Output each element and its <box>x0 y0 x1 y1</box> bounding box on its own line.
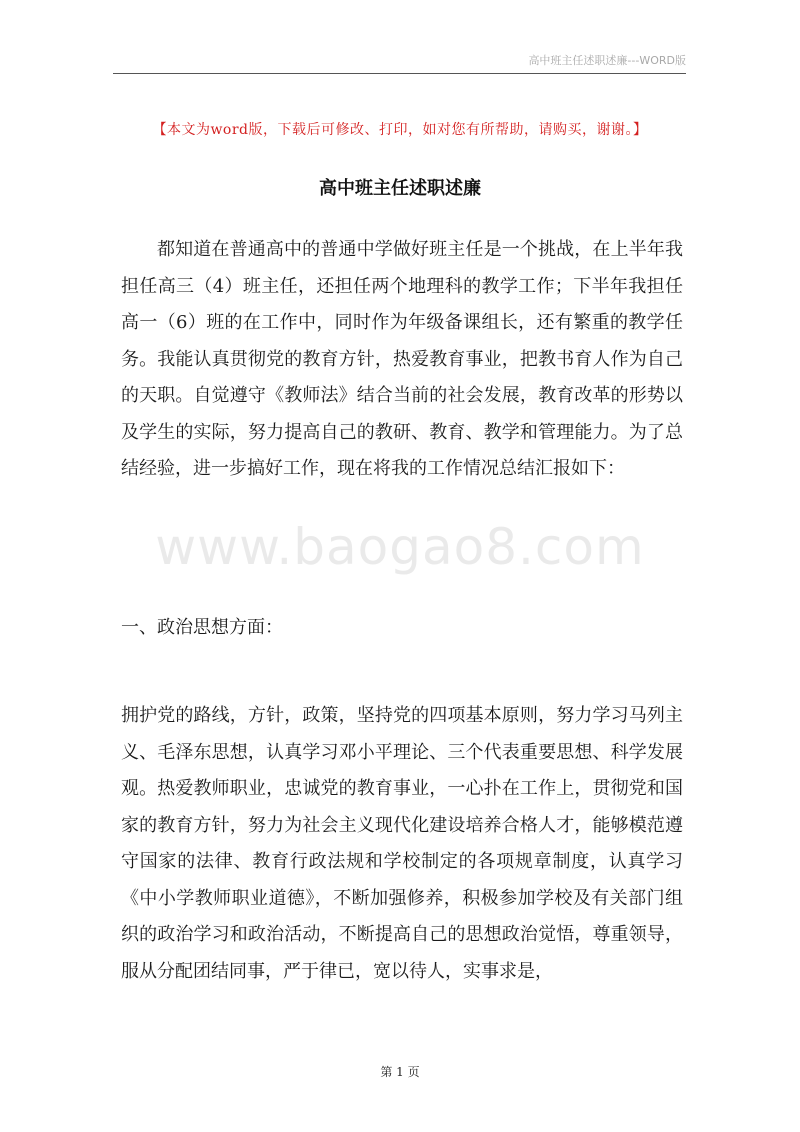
section-heading-politics: 一、政治思想方面： <box>121 617 283 638</box>
section-body-politics: 拥护党的路线，方针，政策，坚持党的四项基本原则，努力学习马列主义、毛泽东思想，认真学习邓小平理论、三个代表重要思想、科学发展观。热爱教师职业，忠诚党的教育事业，一心扑在工作上，贯彻党和国家的教育方针，努力为社会主义现代化建设培养合格人才，能够模范遵守国家的法律、教育行政法规和学校制定的各项规章制度，认真学习《中小学教师职业道德》，不断加强修养，积极参加学校及有关部门组织的政治学习和政治活动，不断提高自己的思想政治觉悟，尊重领导，服从分配团结同事，严于律已，宽以待人，实事求是， <box>121 705 683 982</box>
header-divider <box>113 73 686 74</box>
watermark-text: www.baogao8.com <box>155 518 645 576</box>
intro-paragraph: 都知道在普通高中的普通中学做好班主任是一个挑战，在上半年我担任高三（4）班主任，还担任两个地理科的教学工作；下半年我担任高一（6）班的在工作中，同时作为年级备课组长，还有繁重的教学任务。我能认真贯彻党的教育方针，热爱教育事业，把教书育人作为自己的天职。自觉遵守《教师法》结合当前的社会发展，教育改革的形势以及学生的实际，努力提高自己的教研、教育、教学和管理能力。为了总结经验，进一步搞好工作，现在将我的工作情况总结汇报如下： <box>121 239 683 479</box>
page-number: 第 1 页 <box>380 1065 420 1079</box>
running-header: 高中班主任述职述廉---WORD版 <box>528 54 686 67</box>
document-title: 高中班主任述职述廉 <box>319 178 481 199</box>
download-notice: 【本文为word版，下载后可修改、打印，如对您有所帮助，请购买，谢谢。】 <box>152 122 648 138</box>
